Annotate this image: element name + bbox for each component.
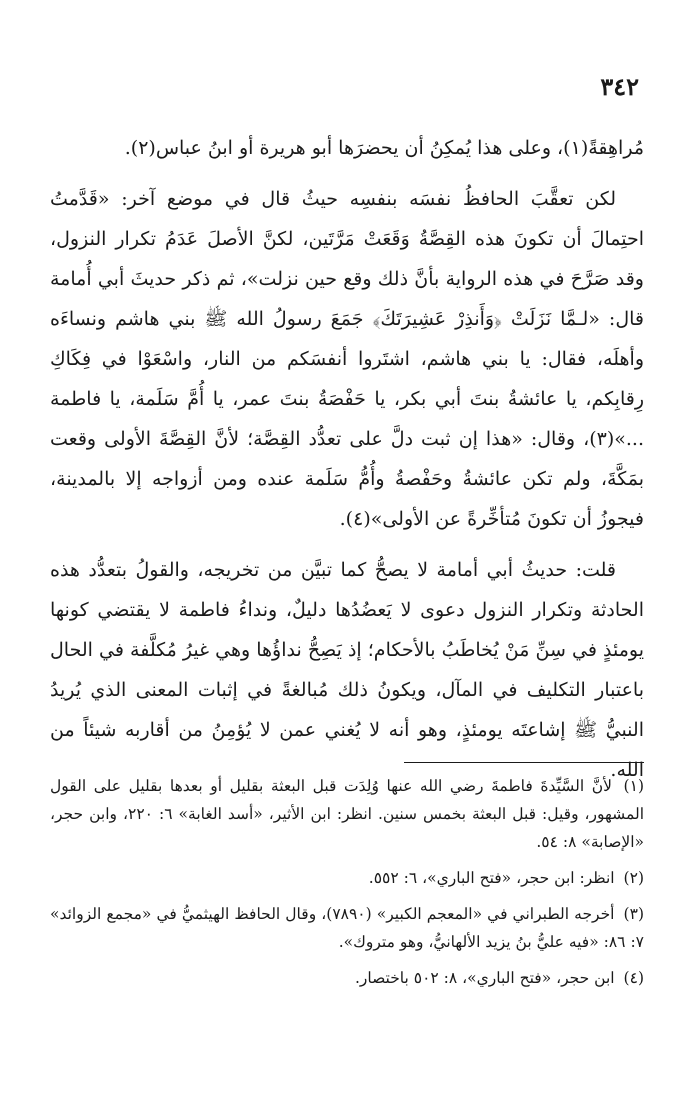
footnote-text: انظر: ابن حجر، «فتح الباري»، ٦: ٥٥٢.: [368, 869, 615, 887]
footnote-number: (١): [623, 777, 644, 795]
page-number: ٣٤٢: [600, 72, 639, 101]
footnote-2: [50, 864, 644, 892]
paragraph-1: مُراهِقةً(١)، وعلى هذا يُمكِنُ أن يحضرَها أبو هريرة أو ابنُ عباس(٢).: [124, 137, 644, 159]
footnotes: [50, 772, 644, 1000]
main-text: [50, 128, 644, 801]
footnote-4: [50, 964, 644, 992]
footnote-number: (٣): [623, 905, 644, 923]
footnote-3: [50, 900, 644, 956]
footnote-text: لأنَّ السَّيِّدةَ فاطمةَ رضي الله عنها وُلِدَت قبل البعثة بقليل أو بعدها بقليل على القول المشهور، وقيل: قبل البعثة بخمس سنين. انظر: ابن الأثير، «أسد الغابة» ٦: ٢٢٠، وابن حجر، «الإصابة» ٨: ٥٤.: [50, 777, 645, 851]
footnote-number: (٤): [623, 969, 644, 987]
footnote-text: ابن حجر، «فتح الباري»، ٨: ٥٠٢ باختصار.: [354, 969, 615, 987]
footnote-number: (٢): [623, 869, 644, 887]
paragraph-3: قلت: حديثُ أبي أمامة لا يصحُّ كما تبيَّن من تخريجه، والقولُ بتعدُّد هذه الحادثة وتكرار النزول دعوى لا يَعضُدُها دليلٌ، ونداءُ فاطمة لا يقتضي كونها يومئذٍ في سِنِّ مَنْ يُخاطَبُ بالأحكام؛ إذ يَصِحُّ نداؤُها وهي غيرُ مُكلَّفة في الحال باعتبار التكليف في المآل، ويكونُ ذلك مُبالغةً في إثبات المعنى الذي يُريدُ النبيُّ ﷺ إشاعتَه يومئذٍ، وهو أنه لا يُغني عمن لا يُؤمِنُ من أقاربه شيئاً من الله.: [50, 559, 644, 781]
paragraph-2: لكن تعقَّبَ الحافظُ نفسَه بنفسِه حيثُ قال في موضع آخر: «قَدَّمتُ احتِمالَ أن تكونَ هذه القِصَّةُ وَقَعَتْ مَرَّتَين، لكنَّ الأصلَ عَدَمُ تكرار النزول، وقد صَرَّحَ في هذه الرواية بأنَّ ذلك وقع حين نزلت»، ثم ذكر حديثَ أبي أُمامة قال: «لـمَّا نَزَلَتْ ﴿وَأَنذِرْ عَشِيرَتَكَ﴾ جَمَعَ رسولُ الله ﷺ بني هاشم ونساءَه وأهلَه، فقال: يا بني هاشم، اشتَروا أنفسَكم من النار، واسْعَوْا في فِكَاكِ رِقابِكم، يا عائشةُ بنتَ أبي بكر، يا حَفْصَةُ بنتَ عمر، يا أُمَّ سَلَمة، يا فاطمة ...»(٣)، وقال: «هذا إن ثبت دلَّ على تعدُّد القِصَّة؛ لأنَّ القِصَّةَ الأولى وقعت بمَكَّةَ، ولم تكن عائشةُ وحَفْصةُ وأُمُّ سَلَمة عنده ومن أزواجه إلا بالمدينة، فيجوزُ أن تكونَ مُتأخِّرةً عن الأولى»(٤).: [50, 188, 644, 530]
footnote-text: أخرجه الطبراني في «المعجم الكبير» (٧٨٩٠)، وقال الحافظ الهيثميُّ في «مجمع الزوائد» ٧: ٨٦: «فيه عليُّ بنُ يزيد الألهانيُّ، وهو متروك».: [50, 905, 644, 951]
footnote-divider: [404, 762, 644, 763]
footnote-1: [50, 772, 644, 856]
